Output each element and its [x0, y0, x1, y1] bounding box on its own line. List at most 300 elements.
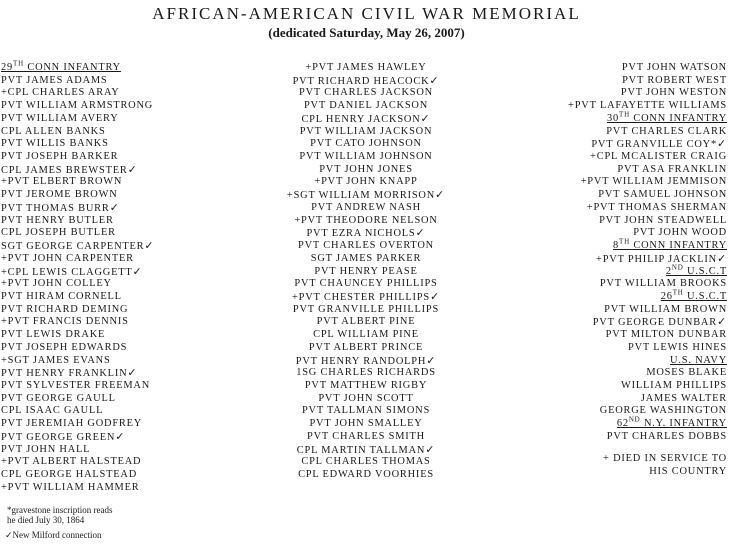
soldier-entry	[568, 367, 727, 380]
rank-and-name: PVT JEROME BROWN	[1, 189, 118, 201]
soldier-entry	[568, 278, 727, 291]
soldier-name	[600, 405, 727, 416]
soldier-name	[307, 431, 425, 442]
soldier-name	[294, 278, 437, 289]
soldier-entry	[568, 202, 727, 215]
new-milford-check-icon: ✓	[127, 366, 138, 380]
new-milford-check-icon: ✓	[429, 73, 440, 87]
soldier-entry	[236, 253, 496, 266]
rank-and-name: PVT CHARLES OVERTON	[297, 240, 434, 252]
names-column-left	[1, 59, 155, 494]
soldier-name	[8, 278, 112, 289]
soldier-entry	[568, 87, 727, 100]
rank-and-name: PVT JOHN STEADWELL	[599, 214, 727, 226]
ordinal-suffix: TH	[13, 59, 24, 68]
rank-and-name: PVT JEREMIAH GODFREY	[1, 418, 143, 430]
rank-and-name: GEORGE WASHINGTON	[599, 405, 727, 417]
died-in-service-marker: +	[596, 253, 603, 265]
soldier-name	[299, 292, 430, 303]
soldier-name	[1, 469, 137, 480]
soldier-entry	[568, 138, 727, 151]
rank-and-name: PVT WILLIAM ARMSTRONG	[1, 100, 154, 112]
soldier-name	[8, 482, 140, 493]
unit-number: 62	[616, 418, 629, 430]
rank-and-name: CPL JAMES BREWSTER	[1, 164, 128, 176]
rank-and-name: PVT ROBERT WEST	[622, 74, 727, 86]
soldier-name	[317, 316, 416, 327]
soldier-name	[301, 456, 430, 467]
soldier-entry	[1, 482, 154, 495]
soldier-name	[1, 215, 114, 226]
rank-and-name: PVT JOHN CARPENTER	[7, 252, 134, 264]
rank-and-name: PVT WILLIAM HAMMER	[7, 481, 140, 493]
rank-and-name: CPL CHARLES ARAY	[7, 87, 120, 99]
died-in-service-marker: +	[1, 266, 8, 278]
rank-and-name: PVT CHARLES JACKSON	[299, 87, 433, 99]
soldier-entry	[236, 304, 496, 317]
died-in-service-marker: +	[294, 214, 302, 226]
rank-and-name: PVT CHARLES CLARK	[606, 125, 727, 137]
died-in-service-marker: +	[1, 176, 8, 188]
unit-heading	[568, 288, 727, 304]
soldier-name	[309, 418, 422, 429]
soldier-entry	[568, 227, 727, 240]
soldier-entry	[236, 75, 496, 88]
soldier-entry	[1, 304, 154, 317]
rank-and-name: WILLIAM PHILLIPS	[620, 379, 727, 391]
soldier-entry	[236, 87, 496, 100]
soldier-name	[1, 304, 128, 315]
soldier-entry	[236, 431, 496, 444]
died-in-service-marker: +	[314, 176, 322, 188]
soldier-entry	[568, 329, 727, 342]
rank-and-name: CPL MCALISTER CRAIG	[596, 151, 727, 163]
soldier-entry	[1, 215, 154, 228]
soldier-name	[293, 76, 430, 87]
died-in-service-marker: +	[1, 252, 8, 264]
rank-and-name: PVT WILLIS BANKS	[1, 138, 109, 150]
rank-and-name: CPL ALLEN BANKS	[1, 125, 106, 137]
soldier-entry	[1, 164, 154, 177]
soldier-entry	[236, 202, 496, 215]
died-in-service-marker: +	[1, 278, 8, 290]
soldier-name	[309, 342, 423, 353]
rank-and-name: PVT JOHN SCOTT	[318, 392, 414, 404]
died-in-service-marker: +	[1, 481, 8, 493]
new-milford-check-icon: ✓	[415, 226, 426, 240]
rank-and-name: PVT LEWIS HINES	[628, 341, 727, 353]
note-line: + DIED IN SERVICE TO	[603, 453, 727, 464]
soldier-entry	[236, 278, 496, 291]
rank-and-name: 1SG CHARLES RICHARDS	[296, 367, 436, 379]
soldier-name	[293, 304, 439, 315]
died-in-service-note	[603, 453, 727, 478]
soldier-name	[294, 190, 435, 201]
rank-and-name: PVT SYLVESTER FREEMAN	[1, 379, 151, 391]
rank-and-name: CPL LEWIS CLAGGETT	[7, 266, 133, 278]
soldier-entry	[236, 469, 496, 482]
soldier-name	[311, 202, 421, 213]
soldier-name	[8, 87, 120, 98]
soldier-entry	[568, 126, 727, 139]
soldier-name	[607, 431, 727, 442]
soldier-name	[1, 405, 103, 416]
soldier-name	[1, 291, 122, 302]
rank-and-name: SGT GEORGE CARPENTER	[1, 241, 145, 253]
soldier-name	[296, 356, 426, 367]
rank-and-name: CPL ISAAC GAULL	[1, 405, 104, 417]
soldier-name	[606, 126, 727, 137]
soldier-name	[298, 469, 434, 480]
soldier-name	[301, 114, 420, 125]
soldier-entry	[1, 380, 154, 393]
soldier-entry	[236, 126, 496, 139]
unit-label: U.S.C.T	[683, 290, 727, 302]
soldier-name	[1, 75, 108, 86]
soldier-name	[321, 176, 417, 187]
new-milford-check-icon: ✓	[716, 315, 727, 329]
soldier-entry	[236, 138, 496, 151]
soldier-name	[597, 151, 727, 162]
footnote-line: he died July 30, 1864	[7, 515, 85, 525]
soldier-name	[600, 278, 727, 289]
soldier-entry	[1, 87, 154, 100]
soldier-entry	[236, 240, 496, 253]
rank-and-name: CPL EDWARD VOORHIES	[298, 469, 434, 480]
rank-and-name: MOSES BLAKE	[646, 367, 727, 379]
died-in-service-marker: +	[286, 190, 294, 202]
soldier-entry	[236, 151, 496, 164]
rank-and-name: PVT JOHN WATSON	[621, 62, 727, 73]
soldier-name	[633, 227, 727, 238]
unit-name	[607, 110, 727, 124]
soldier-name	[628, 342, 727, 353]
unit-heading	[1, 59, 154, 75]
soldier-name	[1, 393, 116, 404]
soldier-name	[1, 100, 153, 111]
rank-and-name: PVT EZRA NICHOLS	[306, 228, 416, 240]
rank-and-name: PVT JOHN HALL	[1, 443, 91, 455]
note-line: HIS COUNTRY	[649, 465, 727, 477]
soldier-name	[1, 126, 106, 137]
soldier-name	[310, 138, 422, 149]
soldier-name	[1, 329, 105, 340]
soldier-entry	[1, 176, 154, 189]
soldier-entry	[1, 253, 154, 266]
rank-and-name: PVT FRANCIS DENNIS	[7, 316, 129, 328]
soldier-name	[1, 342, 127, 353]
soldier-name	[8, 316, 129, 327]
soldier-entry	[568, 164, 727, 177]
rank-and-name: SGT WILLIAM MORRISON	[293, 190, 436, 202]
soldier-name	[1, 138, 109, 149]
soldier-entry	[236, 176, 496, 189]
unit-heading	[568, 355, 727, 368]
soldier-entry	[236, 342, 496, 355]
soldier-entry	[568, 405, 727, 418]
new-milford-check-icon: ✓	[127, 162, 138, 176]
soldier-name	[314, 266, 417, 277]
soldier-entry	[236, 266, 496, 279]
rank-and-name: PVT LAFAYETTE WILLIAMS	[574, 100, 727, 112]
soldier-name	[299, 87, 433, 98]
rank-and-name: PVT HENRY PEASE	[314, 265, 418, 277]
unit-name	[660, 288, 727, 302]
soldier-entry	[568, 151, 727, 164]
rank-and-name: PVT THOMAS BURR	[1, 202, 110, 214]
died-in-service-marker: +	[1, 354, 8, 366]
new-milford-check-icon: ✓	[429, 289, 440, 303]
soldier-name	[312, 62, 427, 73]
unit-number: 30	[607, 112, 620, 124]
died-in-service-marker: +	[580, 176, 588, 188]
soldier-name	[1, 432, 115, 443]
soldier-entry	[236, 393, 496, 406]
unit-heading	[568, 237, 727, 253]
soldier-entry	[568, 176, 727, 189]
soldier-name	[8, 176, 123, 187]
rank-and-name: SGT JAMES PARKER	[310, 252, 422, 264]
rank-and-name: PVT CHARLES DOBBS	[606, 430, 727, 442]
unit-heading	[568, 110, 727, 126]
soldier-entry	[236, 215, 496, 228]
died-in-service-marker: +	[586, 201, 594, 213]
soldier-name	[1, 444, 90, 455]
rank-and-name: PVT CATO JOHNSON	[310, 138, 422, 150]
soldier-entry	[568, 215, 727, 228]
soldier-name	[593, 202, 727, 213]
died-in-service-marker: +	[590, 151, 597, 163]
soldier-name	[606, 329, 727, 340]
rank-and-name: PVT MATTHEW RIGBY	[304, 379, 428, 391]
new-milford-check-icon: ✓	[435, 188, 446, 202]
unit-label: U.S. NAVY	[670, 354, 727, 366]
soldier-name	[587, 176, 727, 187]
unit-label: CONN INFANTRY	[23, 62, 121, 73]
soldier-entry	[236, 355, 496, 368]
new-milford-check-icon: ✓	[109, 200, 120, 214]
soldier-entry	[1, 113, 154, 126]
rank-and-name: PVT GRANVILLE COY*	[591, 139, 717, 151]
soldier-entry	[568, 253, 727, 266]
rank-and-name: PVT ALBERT PINE	[316, 316, 416, 328]
new-milford-check-icon: ✓	[425, 442, 436, 456]
rank-and-name: PVT WILLIAM BROOKS	[599, 278, 727, 290]
soldier-entry	[236, 367, 496, 380]
soldier-name	[306, 228, 415, 239]
soldier-name	[1, 165, 128, 176]
soldier-entry	[236, 291, 496, 304]
soldier-name	[1, 189, 118, 200]
soldier-entry	[1, 456, 154, 469]
rank-and-name: PVT WILLIAM JACKSON	[299, 125, 433, 137]
rank-and-name: PVT JAMES ADAMS	[1, 74, 108, 86]
soldier-name	[1, 113, 119, 124]
soldier-name	[1, 241, 144, 252]
new-milford-check-icon: ✓	[716, 251, 727, 265]
soldier-name	[8, 253, 134, 264]
rank-and-name: PVT JOHN WESTON	[620, 87, 727, 99]
soldier-name	[1, 227, 116, 238]
soldier-name	[304, 100, 428, 111]
soldier-name	[8, 267, 133, 278]
rank-and-name: PVT WILLIAM BROWN	[604, 303, 727, 315]
soldier-name	[621, 87, 727, 98]
rank-and-name: SGT JAMES EVANS	[7, 354, 111, 366]
soldier-name	[311, 253, 421, 264]
soldier-name	[1, 380, 150, 391]
soldier-entry	[1, 393, 154, 406]
soldier-entry	[568, 431, 727, 444]
rank-and-name: PVT GEORGE GREEN	[1, 431, 116, 443]
rank-and-name: PVT WILLIAM AVERY	[1, 112, 119, 124]
new-milford-check-icon: ✓	[144, 239, 155, 253]
rank-and-name: PVT LEWIS DRAKE	[1, 329, 106, 341]
soldier-entry	[1, 405, 154, 418]
soldier-entry	[236, 62, 496, 75]
soldier-name	[591, 139, 717, 150]
rank-and-name: PVT HENRY BUTLER	[1, 214, 114, 226]
soldier-entry	[1, 100, 154, 113]
soldier-entry	[236, 164, 496, 177]
rank-and-name: PVT JOHN WOOD	[633, 227, 727, 239]
rank-and-name: PVT JOHN SMALLEY	[309, 418, 423, 430]
soldier-entry	[568, 380, 727, 393]
unit-name	[613, 237, 727, 252]
soldier-entry	[1, 126, 154, 139]
rank-and-name: PVT ANDREW NASH	[311, 201, 421, 213]
soldier-entry	[236, 189, 496, 202]
gravestone-footnote	[7, 505, 112, 525]
died-in-service-marker: +	[1, 316, 8, 328]
rank-and-name: PVT RICHARD HEACOCK	[292, 75, 430, 87]
died-in-service-marker: +	[1, 87, 8, 99]
soldier-entry	[236, 456, 496, 469]
rank-and-name: PVT JOSEPH BARKER	[1, 151, 119, 163]
rank-and-name: PVT ALBERT PRINCE	[308, 341, 424, 353]
rank-and-name: CPL GEORGE HALSTEAD	[1, 469, 138, 480]
soldier-name	[313, 329, 419, 340]
rank-and-name: PVT PHILIP JACKLIN	[602, 253, 717, 265]
rank-and-name: PVT THEODORE NELSON	[301, 214, 438, 226]
unit-number: 2	[665, 265, 672, 277]
unit-number: 26	[660, 290, 673, 302]
soldier-name	[8, 456, 142, 467]
unit-heading	[568, 263, 727, 279]
rank-and-name: PVT WILLIAM JEMMISON	[587, 176, 727, 188]
new-milford-footnote: ✓New Milford connection	[5, 530, 102, 540]
soldier-name	[641, 393, 727, 404]
soldier-name	[1, 418, 142, 429]
soldier-entry	[568, 62, 727, 75]
unit-label: CONN INFANTRY	[629, 112, 727, 124]
ordinal-suffix: TH	[619, 237, 630, 246]
rank-and-name: PVT ASA FRANKLIN	[617, 163, 727, 175]
rank-and-name: CPL WILLIAM PINE	[313, 329, 419, 341]
rank-and-name: PVT GRANVILLE PHILLIPS	[292, 303, 440, 315]
soldier-name	[575, 100, 727, 111]
soldier-name	[296, 367, 436, 378]
soldier-name	[599, 215, 727, 226]
rank-and-name: PVT HIRAM CORNELL	[1, 290, 122, 302]
soldier-entry	[1, 138, 154, 151]
soldier-entry	[1, 240, 154, 253]
ordinal-suffix: ND	[628, 415, 641, 424]
soldier-entry	[1, 469, 154, 482]
new-milford-check-icon: ✓	[426, 353, 437, 367]
soldier-name	[622, 75, 727, 86]
soldier-entry	[568, 304, 727, 317]
ordinal-suffix: TH	[619, 110, 630, 119]
soldier-entry	[236, 316, 496, 329]
soldier-entry	[236, 444, 496, 457]
rank-and-name: CPL HENRY JACKSON	[301, 113, 421, 125]
rank-and-name: PVT DANIEL JACKSON	[303, 100, 429, 112]
rank-and-name: PVT ALBERT HALSTEAD	[7, 456, 142, 468]
names-column-middle	[236, 62, 496, 482]
rank-and-name: PVT ELBERT BROWN	[7, 176, 123, 188]
rank-and-name: CPL CHARLES THOMAS	[301, 456, 431, 468]
died-in-service-marker: +	[1, 456, 8, 468]
unit-label: CONN INFANTRY	[629, 240, 727, 252]
soldier-name	[603, 254, 717, 265]
soldier-entry	[568, 342, 727, 355]
soldier-entry	[1, 202, 154, 215]
soldier-entry	[1, 418, 154, 431]
soldier-entry	[236, 418, 496, 431]
soldier-name	[300, 126, 433, 137]
soldier-name	[622, 62, 727, 73]
ordinal-suffix: ND	[671, 263, 684, 272]
soldier-name	[301, 215, 438, 226]
unit-number: 29	[1, 62, 13, 73]
rank-and-name: PVT HENRY RANDOLPH	[295, 355, 427, 367]
soldier-name	[302, 405, 430, 416]
died-in-service-marker: +	[292, 291, 299, 303]
rank-and-name: PVT JOHN JONES	[319, 163, 413, 175]
unit-name	[616, 415, 727, 430]
memorial-subtitle: (dedicated Saturday, May 26, 2007)	[268, 25, 465, 40]
soldier-entry	[1, 444, 154, 457]
rank-and-name: PVT HENRY FRANKLIN	[1, 368, 128, 380]
soldier-name	[298, 240, 434, 251]
new-milford-check-icon: ✓	[716, 137, 727, 151]
new-milford-check-icon: ✓	[420, 111, 431, 125]
soldier-entry	[1, 278, 154, 291]
soldier-name	[598, 189, 727, 200]
soldier-entry	[1, 367, 154, 380]
rank-and-name: PVT CHARLES SMITH	[307, 430, 425, 442]
rank-and-name: PVT TALLMAN SIMONS	[301, 405, 431, 417]
soldier-name	[1, 151, 118, 162]
soldier-entry	[236, 380, 496, 393]
rank-and-name: CPL JOSEPH BUTLER	[1, 227, 116, 239]
rank-and-name: PVT JOHN COLLEY	[7, 278, 112, 290]
soldier-entry	[568, 75, 727, 88]
soldier-name	[319, 164, 413, 175]
soldier-entry	[1, 329, 154, 342]
soldier-entry	[568, 393, 727, 406]
unit-name	[665, 263, 727, 277]
soldier-entry	[1, 291, 154, 304]
soldier-name	[593, 317, 717, 328]
new-milford-check-icon: ✓	[115, 429, 126, 443]
died-in-service-marker: +	[568, 100, 575, 112]
soldier-entry	[236, 113, 496, 126]
rank-and-name: PVT RICHARD DEMING	[1, 303, 129, 315]
ordinal-suffix: TH	[672, 288, 684, 297]
rank-and-name: JAMES WALTER	[640, 392, 727, 404]
